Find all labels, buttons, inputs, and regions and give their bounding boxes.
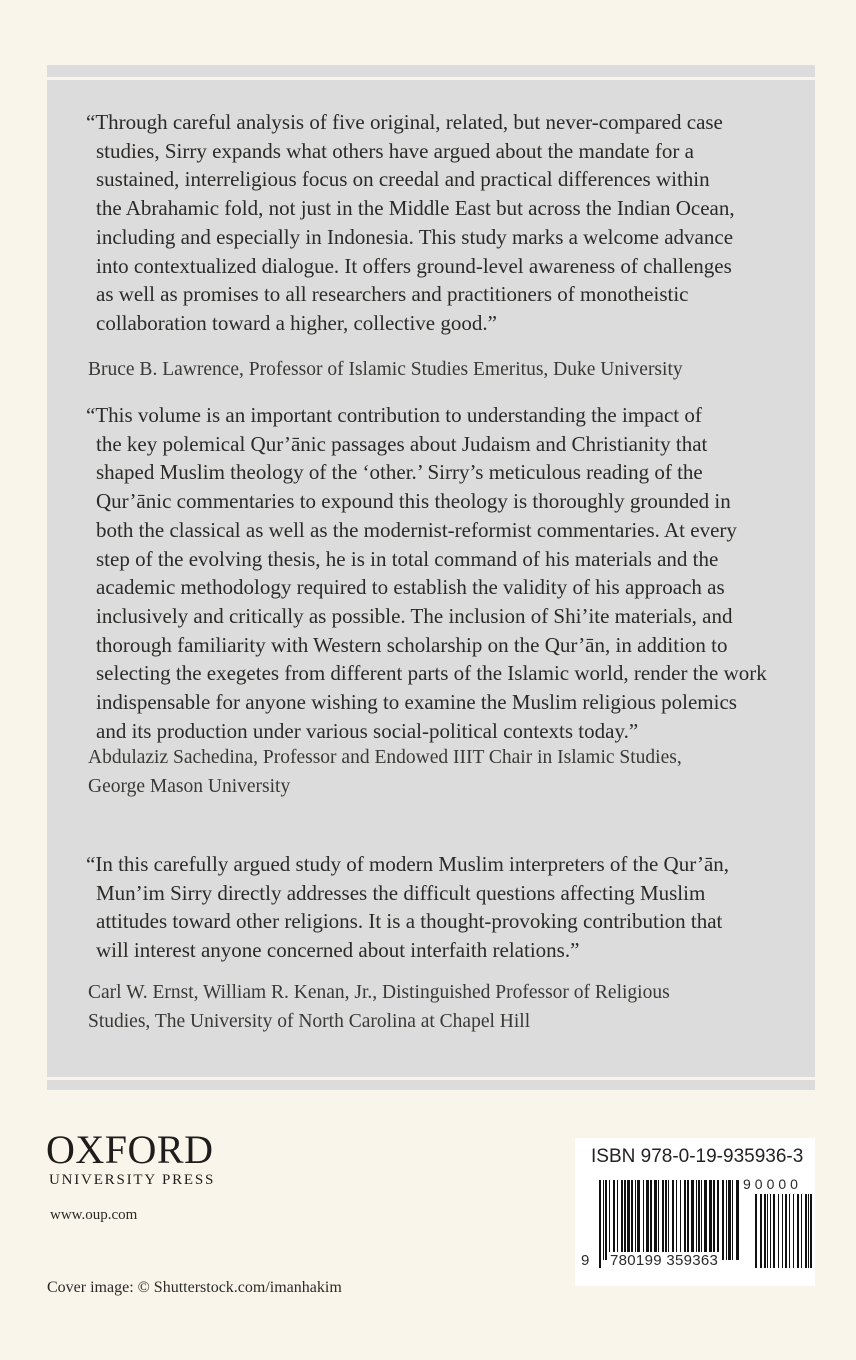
attribution-line: Carl W. Ernst, William R. Kenan, Jr., Distinguished Professor of Religious	[88, 982, 670, 1003]
quote-line: including and especially in Indonesia. This study marks a welcome advance	[96, 224, 734, 249]
quote-line: Mun’im Sirry directly addresses the difficult questions affecting Muslim	[96, 880, 706, 905]
quote-line: “This volume is an important contribution to understanding the impact of	[86, 403, 702, 427]
attribution-line: George Mason University	[88, 776, 291, 797]
oxford-logo	[46, 1127, 216, 1189]
barcode-bar	[696, 1180, 697, 1260]
logo-main: OXFORD	[46, 1127, 214, 1172]
quote-line: as well as promises to all researchers and practitioners of monotheistic	[96, 282, 689, 307]
top-band	[47, 65, 815, 77]
quote-line: both the classical as well as the modernist-reformist commentaries. At every	[96, 517, 737, 542]
publisher-url[interactable]: www.oup.com	[50, 1207, 138, 1223]
barcode-bar	[605, 1180, 607, 1260]
barcode-bar	[631, 1180, 633, 1260]
barcode-bar	[617, 1180, 618, 1260]
endorsement-attribution	[88, 743, 682, 801]
attribution-line: Bruce B. Lawrence, Professor of Islamic Studies Emeritus, Duke University	[88, 359, 683, 380]
quote-line: will interest anyone concerned about interfaith relations.”	[96, 938, 580, 963]
barcode-bar	[684, 1180, 686, 1260]
quote-line: “In this carefully argued study of modern Muslim interpreters of the Qur’ān,	[86, 852, 730, 876]
quote-line: thorough familiarity with Western scholarship on the Qur’ān, in addition to	[96, 632, 728, 657]
barcode-bar	[603, 1180, 604, 1260]
barcode-bar	[728, 1180, 731, 1260]
attribution-line: Abdulaziz Sachedina, Professor and Endowed IIIT Chair in Islamic Studies,	[88, 747, 682, 768]
quote-line: “Through careful analysis of five original, related, but never-compared case	[86, 110, 723, 134]
barcode-bar	[736, 1180, 739, 1260]
barcode-bar	[797, 1194, 799, 1268]
barcode-bar	[782, 1194, 783, 1268]
barcode-bar	[698, 1180, 700, 1260]
quote-line: and its production under various social-political contexts today.”	[96, 718, 639, 743]
quote-line: sustained, interreligious focus on creedal and practical differences within	[96, 167, 710, 192]
barcode-bar	[624, 1180, 626, 1260]
barcode-bar	[805, 1194, 807, 1268]
bottom-band	[47, 1080, 815, 1090]
quote-line: indispensable for anyone wishing to examine the Muslim religious polemics	[96, 690, 737, 715]
endorsement-attribution	[88, 355, 683, 384]
quote-line: the Abrahamic fold, not just in the Middle East but across the Indian Ocean,	[96, 196, 735, 221]
barcode-bar	[704, 1180, 707, 1260]
quote-line: studies, Sirry expands what others have argued about the mandate for a	[96, 138, 694, 163]
barcode-main-digits: 780199 359363	[610, 1252, 719, 1269]
quote-line: step of the evolving thesis, he is in total command of his materials and the	[96, 546, 719, 571]
barcode-bar	[665, 1180, 667, 1260]
quote-line: inclusively and critically as possible. The inclusion of Shi’ite materials, and	[96, 603, 733, 628]
barcode-bar	[643, 1180, 644, 1260]
barcode-bar	[785, 1194, 787, 1268]
barcode-bar	[801, 1194, 802, 1268]
barcode-bar	[613, 1180, 615, 1260]
barcode-bar	[637, 1180, 640, 1260]
barcode-bar	[627, 1180, 630, 1260]
barcode-bar	[646, 1180, 649, 1260]
barcode-bar	[760, 1194, 762, 1268]
barcode-bar	[654, 1180, 657, 1260]
barcode-bar	[662, 1180, 664, 1260]
barcode-bar	[621, 1180, 623, 1260]
quote-line: selecting the exegetes from different parts of the Islamic world, render the work	[96, 661, 767, 686]
barcode-bar	[635, 1180, 636, 1260]
barcode-bar	[755, 1194, 757, 1268]
barcode-bar	[732, 1180, 733, 1260]
endorsement-attribution	[88, 978, 670, 1036]
barcode-bar	[773, 1194, 775, 1268]
barcode-bar	[691, 1180, 694, 1260]
barcode-bar	[810, 1194, 812, 1268]
barcode-bar	[599, 1180, 601, 1268]
barcode-bar	[701, 1180, 702, 1260]
quote-line: shaped Muslim theology of the ‘other.’ Sirry’s meticulous reading of the	[96, 460, 703, 485]
barcode-bar	[778, 1194, 779, 1268]
barcode-bar	[764, 1194, 766, 1268]
barcode-bar	[767, 1194, 768, 1268]
quote-line: into contextualized dialogue. It offers ground-level awareness of challenges	[96, 253, 732, 278]
logo-sub: UNIVERSITY PRESS	[49, 1172, 216, 1188]
barcode-bar	[709, 1180, 712, 1260]
quote-line: academic methodology required to establish the validity of his approach as	[96, 575, 725, 600]
quote-line: attitudes toward other religions. It is a thought-provoking contribution that	[96, 909, 723, 934]
attribution-line: Studies, The University of North Carolina at Chapel Hill	[88, 1011, 531, 1032]
barcode-bar	[713, 1180, 715, 1260]
cover-credit: Cover image: © Shutterstock.com/imanhakim	[47, 1279, 342, 1296]
barcode-bar	[680, 1180, 681, 1260]
barcode-bar	[658, 1180, 659, 1260]
barcode-bar	[793, 1194, 794, 1268]
isbn-label: ISBN 978-0-19-935936-3	[591, 1146, 804, 1167]
isbn-barcode	[575, 1138, 815, 1286]
quote-line: Qur’ānic commentaries to expound this theology is thoroughly grounded in	[96, 489, 731, 514]
barcode-bar	[808, 1194, 809, 1268]
barcode-bar	[722, 1180, 724, 1260]
barcode-bar	[726, 1180, 727, 1260]
quote-line: the key polemical Qur’ānic passages about Judaism and Christianity that	[96, 431, 708, 456]
quote-line: collaboration toward a higher, collective good.”	[96, 310, 497, 335]
addon-digits: 90000	[743, 1176, 802, 1192]
barcode-bar	[717, 1180, 719, 1260]
barcode-lead-digit: 9	[581, 1252, 590, 1269]
barcode-bar	[650, 1180, 652, 1260]
barcode-bar	[770, 1194, 771, 1268]
barcode-bar	[687, 1180, 689, 1260]
endorsement-quote	[86, 401, 767, 745]
endorsement-quote	[86, 850, 729, 965]
barcode-bar	[609, 1180, 610, 1260]
barcode-bar	[676, 1180, 677, 1260]
barcode-bar	[789, 1194, 790, 1268]
endorsement-quote	[86, 108, 735, 338]
